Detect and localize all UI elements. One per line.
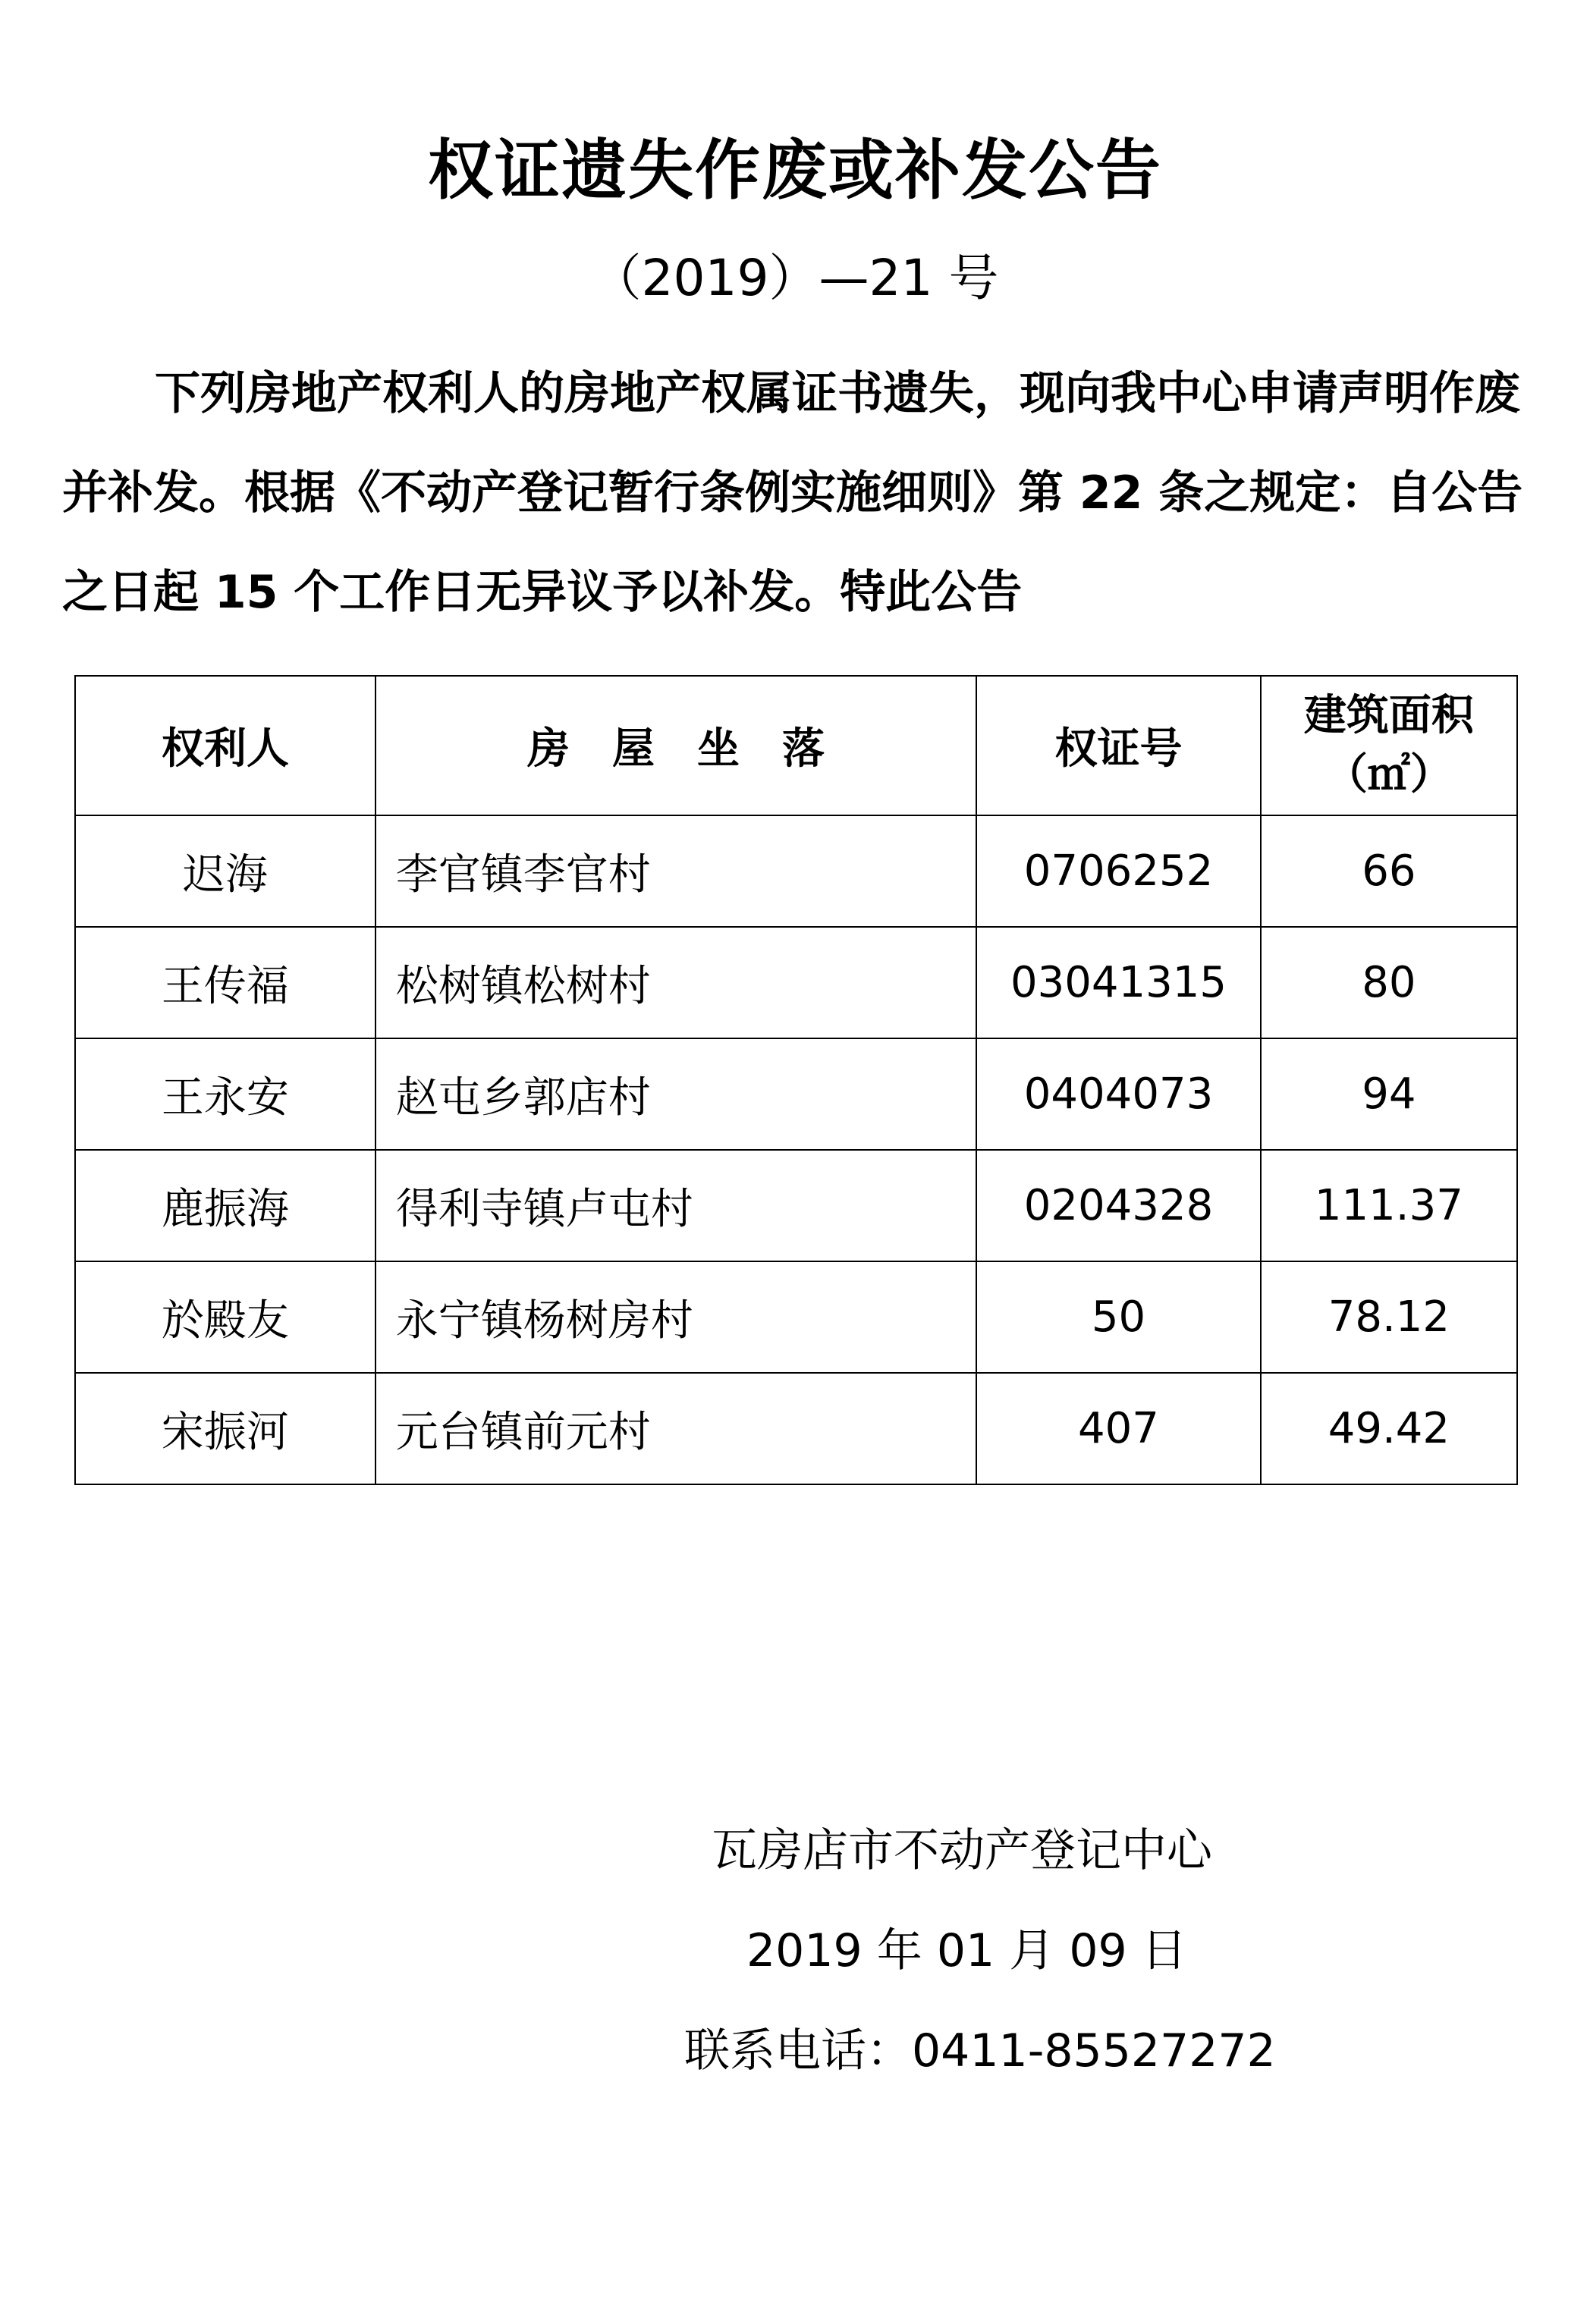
owner-cell: 王传福 bbox=[75, 927, 376, 1038]
area-cell: 78.12 bbox=[1261, 1261, 1517, 1373]
notice-number: （2019）—21 号 bbox=[591, 249, 999, 307]
cert-no-cell: 0204328 bbox=[976, 1150, 1261, 1261]
owner-cell: 於殿友 bbox=[75, 1261, 376, 1373]
notice-title: 权证遗失作废或补发公告 bbox=[428, 133, 1162, 209]
area-cell: 111.37 bbox=[1261, 1150, 1517, 1261]
contact-phone: 联系电话：0411-85527272 bbox=[684, 2024, 1276, 2077]
table-row bbox=[75, 1150, 1517, 1261]
owner-cell: 宋振河 bbox=[75, 1373, 376, 1484]
location-cell: 赵屯乡郭店村 bbox=[376, 1038, 977, 1150]
header-cert-no: 权证号 bbox=[976, 676, 1261, 815]
issuing-organization: 瓦房店市不动产登记中心 bbox=[712, 1824, 1212, 1877]
area-cell: 80 bbox=[1261, 927, 1517, 1038]
header-area-unit: （㎡） bbox=[1324, 750, 1453, 799]
area-cell: 49.42 bbox=[1261, 1373, 1517, 1484]
lost-certificate-table bbox=[74, 675, 1518, 1485]
table-header-row bbox=[75, 676, 1517, 815]
owner-cell: 王永安 bbox=[75, 1038, 376, 1150]
location-cell: 得利寺镇卢屯村 bbox=[376, 1150, 977, 1261]
header-owner: 权利人 bbox=[75, 676, 376, 815]
issue-date: 2019 年 01 月 09 日 bbox=[746, 1924, 1187, 1977]
header-location: 房 屋 坐 落 bbox=[376, 676, 977, 815]
location-cell: 永宁镇杨树房村 bbox=[376, 1261, 977, 1373]
table-row bbox=[75, 1373, 1517, 1484]
location-cell: 李官镇李官村 bbox=[376, 815, 977, 927]
area-cell: 66 bbox=[1261, 815, 1517, 927]
table-row bbox=[75, 1261, 1517, 1373]
cert-no-cell: 03041315 bbox=[976, 927, 1261, 1038]
cert-no-cell: 407 bbox=[976, 1373, 1261, 1484]
area-cell: 94 bbox=[1261, 1038, 1517, 1150]
table-row bbox=[75, 927, 1517, 1038]
table-row bbox=[75, 1038, 1517, 1150]
header-area bbox=[1261, 676, 1517, 815]
table-row bbox=[75, 815, 1517, 927]
header-area-label: 建筑面积 bbox=[1303, 691, 1474, 740]
owner-cell: 鹿振海 bbox=[75, 1150, 376, 1261]
cert-no-cell: 0706252 bbox=[976, 815, 1261, 927]
location-cell: 松树镇松树村 bbox=[376, 927, 977, 1038]
cert-no-cell: 0404073 bbox=[976, 1038, 1261, 1150]
notice-intro: 下列房地产权利人的房地产权属证书遗失，现向我中心申请声明作废并补发。根据《不动产登记暂行条例实施细则》第 22 条之规定：自公告之日起 15 个工作日无异议予以补发。特此公告 bbox=[62, 367, 1523, 619]
location-cell: 元台镇前元村 bbox=[376, 1373, 977, 1484]
owner-cell: 迟海 bbox=[75, 815, 376, 927]
cert-no-cell: 50 bbox=[976, 1261, 1261, 1373]
